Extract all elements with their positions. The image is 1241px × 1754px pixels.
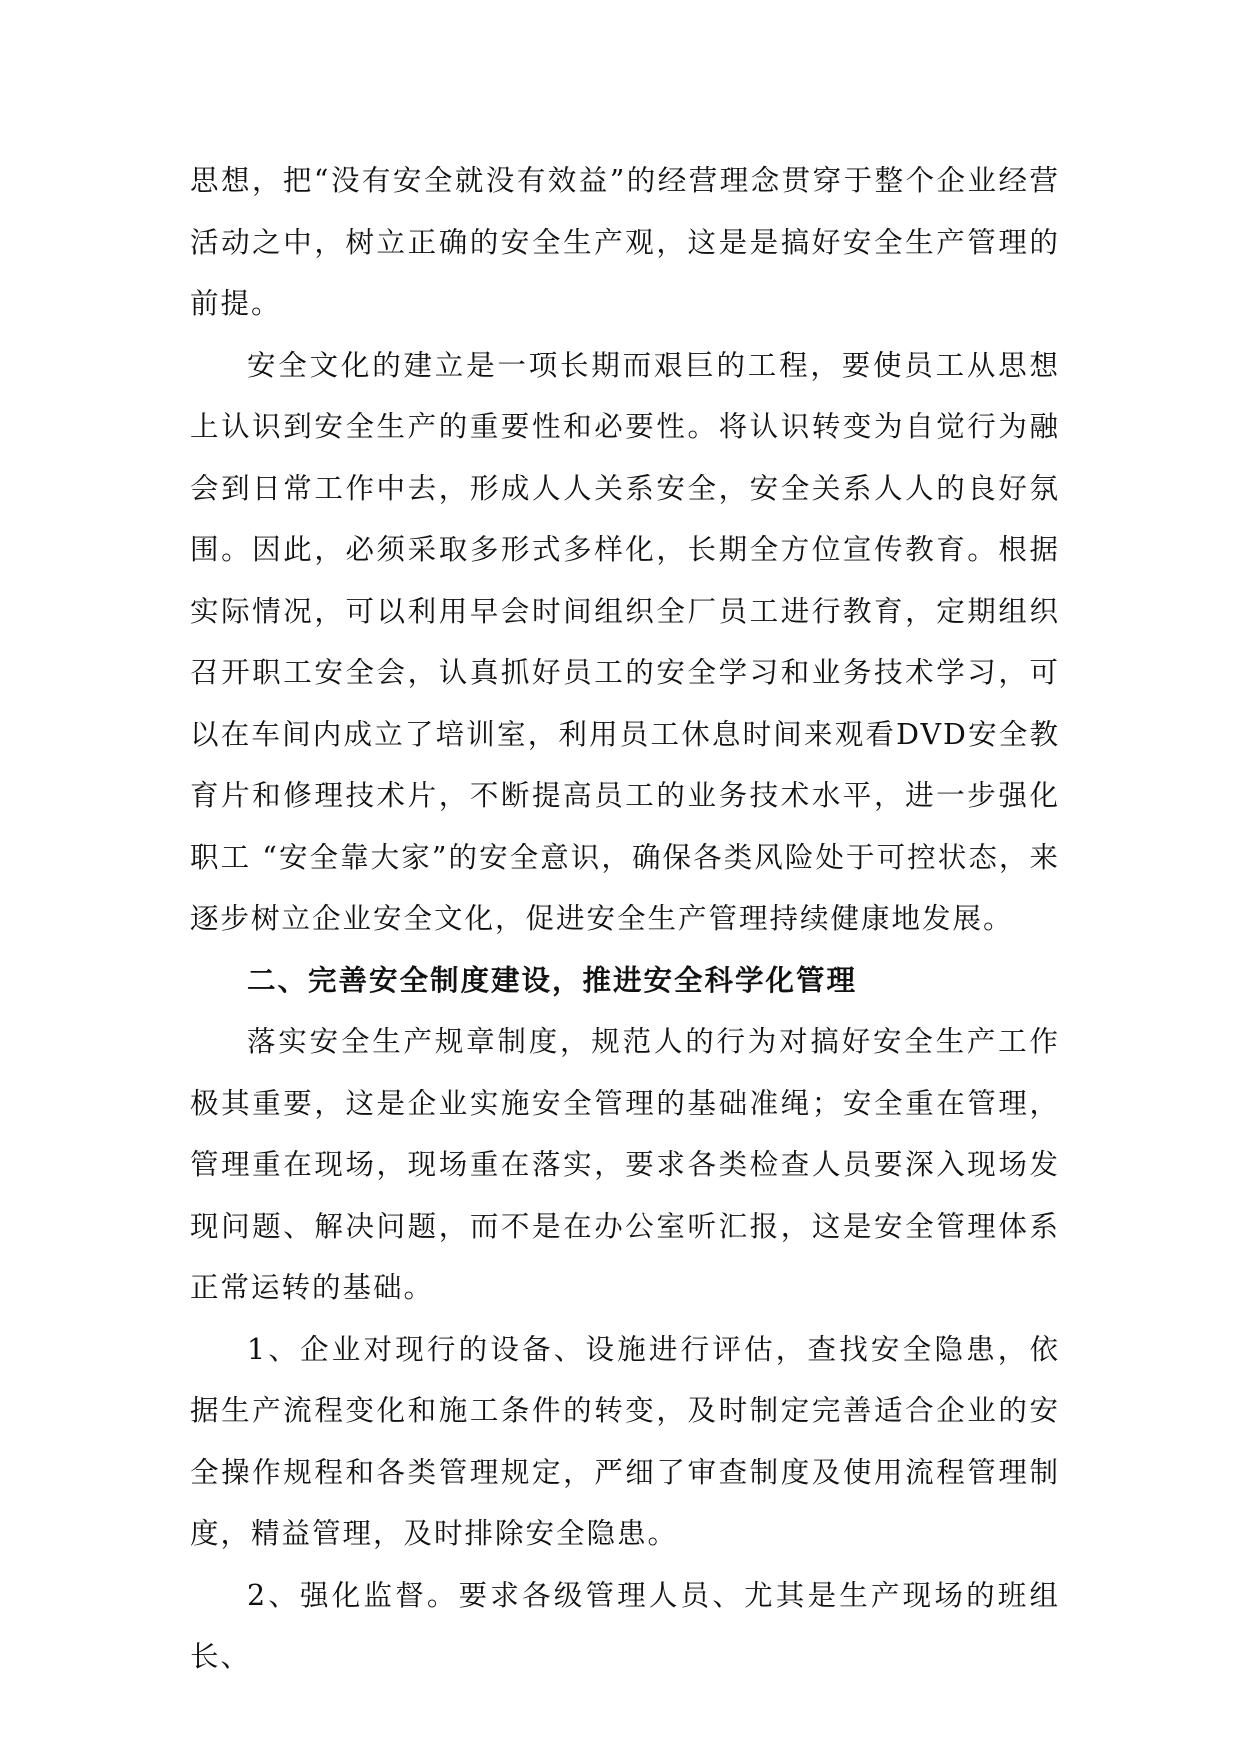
document-body bbox=[190, 150, 1060, 1688]
section-heading-2: 二、完善安全制度建设，推进安全科学化管理 bbox=[247, 963, 858, 997]
paragraph-item-1: 1、企业对现行的设备、设施进行评估，查找安全隐患，依据生产流程变化和施工条件的转变，及时制定完善适合企业的安全操作规程和各类管理规定，严细了审查制度及使用流程管理制度，精益管理，及时排除安全隐患。 bbox=[190, 1332, 1060, 1550]
paragraph-regulations: 落实安全生产规章制度，规范人的行为对搞好安全生产工作极其重要，这是企业实施安全管理的基础准绳；安全重在管理，管理重在现场，现场重在落实，要求各类检查人员要深入现场发现问题、解决问题，而不是在办公室听汇报，这是安全管理体系正常运转的基础。 bbox=[190, 1025, 1060, 1304]
paragraph-safety-culture: 安全文化的建立是一项长期而艰巨的工程，要使员工从思想上认识到安全生产的重要性和必要性。将认识转变为自觉行为融会到日常工作中去，形成人人关系安全，安全关系人人的良好氛围。因此，必须采取多形式多样化，长期全方位宣传教育。根据实际情况，可以利用早会时间组织全厂员工进行教育，定期组织召开职工安全会，认真抓好员工的安全学习和业务技术学习，可以在车间内成立了培训室，利用员工休息时间来观看DVD安全教育片和修理技术片，不断提高员工的业务技术水平，进一步强化职工 “安全靠大家”的安全意识，确保各类风险处于可控状态，来逐步树立企业安全文化，促进安全生产管理持续健康地发展。 bbox=[190, 348, 1060, 935]
paragraph-item-2: 2、强化监督。要求各级管理人员、尤其是生产现场的班组长、 bbox=[190, 1578, 1060, 1673]
paragraph-continuation: 思想，把“没有安全就没有效益”的经营理念贯穿于整个企业经营活动之中，树立正确的安全生产观，这是是搞好安全生产管理的前提。 bbox=[190, 164, 1060, 320]
